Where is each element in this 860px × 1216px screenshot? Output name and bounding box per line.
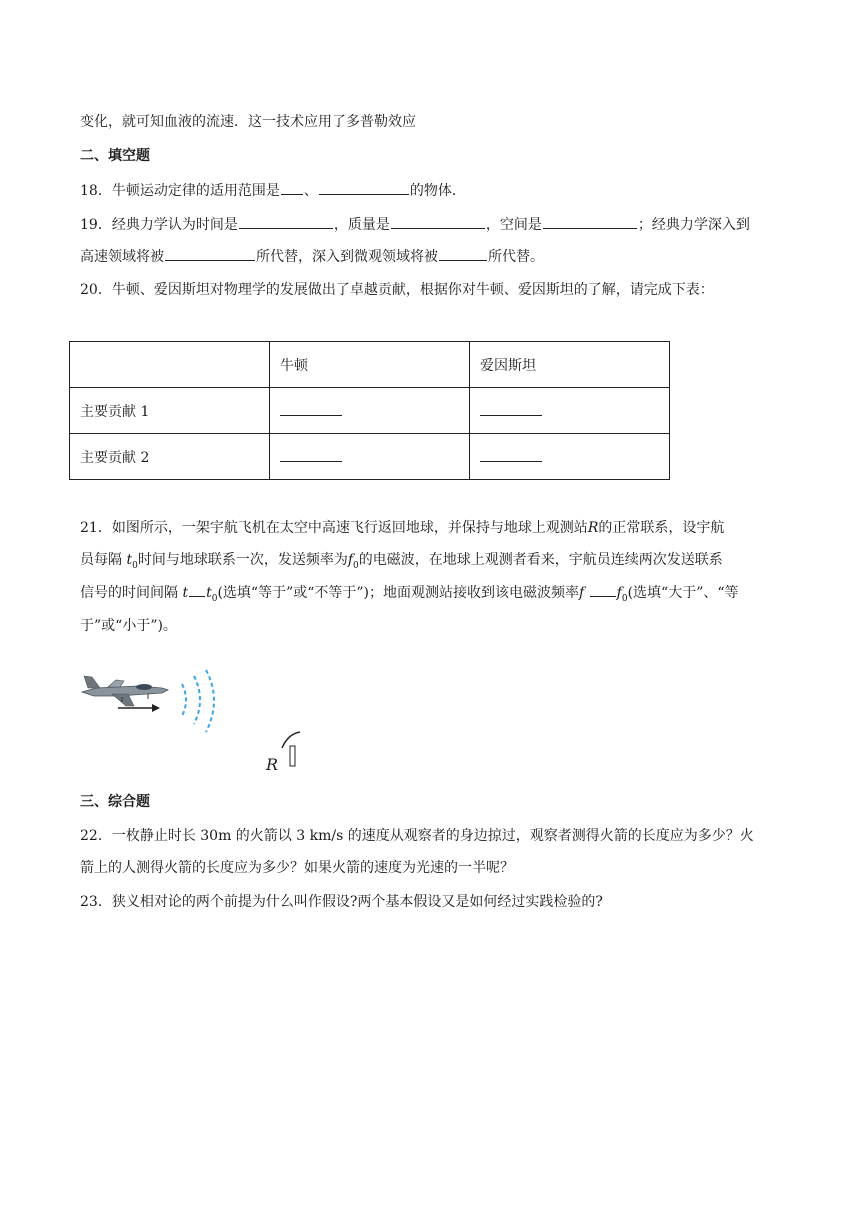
question-20: 20．牛顿、爱因斯坦对物理学的发展做出了卓越贡献，根据你对牛顿、爱因斯坦的了解，请完成下表： bbox=[80, 282, 714, 298]
q19-text-e: 高速领域将被 bbox=[80, 249, 164, 265]
q19-blank-5[interactable] bbox=[439, 246, 487, 261]
q21-var-t: t bbox=[182, 585, 189, 601]
question-22-line-2: 箭上的人测得火箭的长度应为多少？如果火箭的速度为光速的一半呢？ bbox=[80, 860, 514, 876]
question-18 bbox=[80, 180, 466, 201]
q21-var-t: t bbox=[206, 585, 212, 601]
q21-text-1: 21．如图所示，一架宇航飞机在太空中高速飞行返回地球，并保持与地球上观测站 bbox=[80, 520, 588, 536]
q21-sub-0: 0 bbox=[353, 560, 359, 571]
q21-text-3a: 信号的时间间隔 bbox=[80, 585, 178, 601]
arrow-right-icon bbox=[118, 704, 160, 712]
q17-continuation: 变化，就可知血液的流速．这一技术应用了多普勒效应 bbox=[80, 114, 416, 130]
q18-text-c: 的物体． bbox=[409, 183, 466, 199]
q21-text-2a: 员每隔 bbox=[80, 552, 122, 568]
q18-text-a: 18．牛顿运动定律的适用范围是 bbox=[80, 183, 280, 199]
q21-var-t: t bbox=[126, 552, 133, 568]
spacecraft-figure bbox=[78, 666, 318, 776]
q21-var-f: f bbox=[579, 585, 585, 601]
q18-blank-1[interactable] bbox=[281, 180, 303, 195]
q21-var-f: f bbox=[347, 552, 354, 568]
table-cell-einstein-1[interactable] bbox=[470, 388, 670, 434]
question-21-line-2 bbox=[80, 550, 723, 576]
table-cell-newton-2[interactable] bbox=[270, 434, 470, 480]
question-22-line-1: 22．一枚静止时长 30m 的火箭以 3 km/s 的速度从观察者的身边掠过，观察者测得火箭的长度应为多少？火 bbox=[80, 828, 754, 844]
table-header-cell: 爱因斯坦 bbox=[470, 342, 670, 388]
q19-blank-1[interactable] bbox=[239, 214, 333, 229]
table-cell-einstein-2[interactable] bbox=[470, 434, 670, 480]
q19-text-a: 19．经典力学认为时间是 bbox=[80, 217, 238, 233]
question-21-line-1 bbox=[80, 518, 724, 538]
q19-blank-4[interactable] bbox=[165, 246, 255, 261]
q19-text-b: ，质量是 bbox=[333, 217, 390, 233]
answer-blank[interactable] bbox=[480, 401, 542, 416]
answer-blank[interactable] bbox=[280, 401, 342, 416]
section-comprehensive-heading: 三、综合题 bbox=[80, 794, 150, 810]
q18-blank-2[interactable] bbox=[319, 180, 409, 195]
answer-blank[interactable] bbox=[480, 447, 542, 462]
q21-text-3e: (选填“等于”或“不等于”)；地面观测站接收到该电磁波频率 bbox=[217, 585, 580, 601]
q21-blank-1[interactable] bbox=[189, 582, 205, 597]
q21-text-3i: (选填“大于”、“等 bbox=[627, 585, 739, 601]
question-21-line-4: 于”或“小于”)。 bbox=[80, 618, 177, 634]
answer-blank[interactable] bbox=[280, 447, 342, 462]
section-fill-in-heading: 二、填空题 bbox=[80, 148, 150, 164]
q21-blank-2[interactable] bbox=[590, 582, 616, 597]
question-21-line-3 bbox=[80, 582, 739, 609]
table-header-row bbox=[70, 342, 670, 388]
q21-text-2d: 时间与地球联系一次，发送频率为 bbox=[137, 552, 348, 568]
q21-var-f: f bbox=[616, 585, 622, 601]
table-row bbox=[70, 434, 670, 480]
question-19-line-2 bbox=[80, 246, 544, 267]
q19-text-d: ；经典力学深入到 bbox=[637, 217, 750, 233]
q21-sub-0: 0 bbox=[211, 593, 218, 604]
q19-text-f: 所代替，深入到微观领域将被 bbox=[256, 249, 438, 265]
q21-sub-0: 0 bbox=[621, 593, 628, 604]
q19-text-c: ，空间是 bbox=[485, 217, 542, 233]
antenna-icon bbox=[282, 732, 300, 766]
table-row bbox=[70, 388, 670, 434]
table-row-label: 主要贡献 2 bbox=[70, 434, 270, 480]
q19-blank-2[interactable] bbox=[391, 214, 485, 229]
contribution-table bbox=[69, 341, 670, 480]
station-label: R bbox=[266, 755, 279, 774]
q21-sub-0: 0 bbox=[132, 560, 138, 571]
q21-text-2g: 的电磁波，在地球上观测者看来，宇航员连续两次发送联系 bbox=[358, 552, 723, 568]
q18-text-b: 、 bbox=[303, 183, 318, 199]
q21-text-1c: 的正常联系，设宇航 bbox=[598, 520, 725, 536]
table-header-cell: 牛顿 bbox=[270, 342, 470, 388]
signal-waves-icon bbox=[182, 670, 214, 732]
table-header-cell bbox=[70, 342, 270, 388]
table-cell-newton-1[interactable] bbox=[270, 388, 470, 434]
q19-text-g: 所代替。 bbox=[488, 249, 544, 265]
airplane-icon bbox=[82, 676, 168, 706]
q21-var-r: R bbox=[587, 520, 599, 536]
table-row-label: 主要贡献 1 bbox=[70, 388, 270, 434]
question-19-line-1 bbox=[80, 214, 750, 235]
question-23: 23．狭义相对论的两个前提为什么叫作假设?两个基本假设又是如何经过实践检验的? bbox=[80, 894, 603, 910]
q19-blank-3[interactable] bbox=[543, 214, 637, 229]
